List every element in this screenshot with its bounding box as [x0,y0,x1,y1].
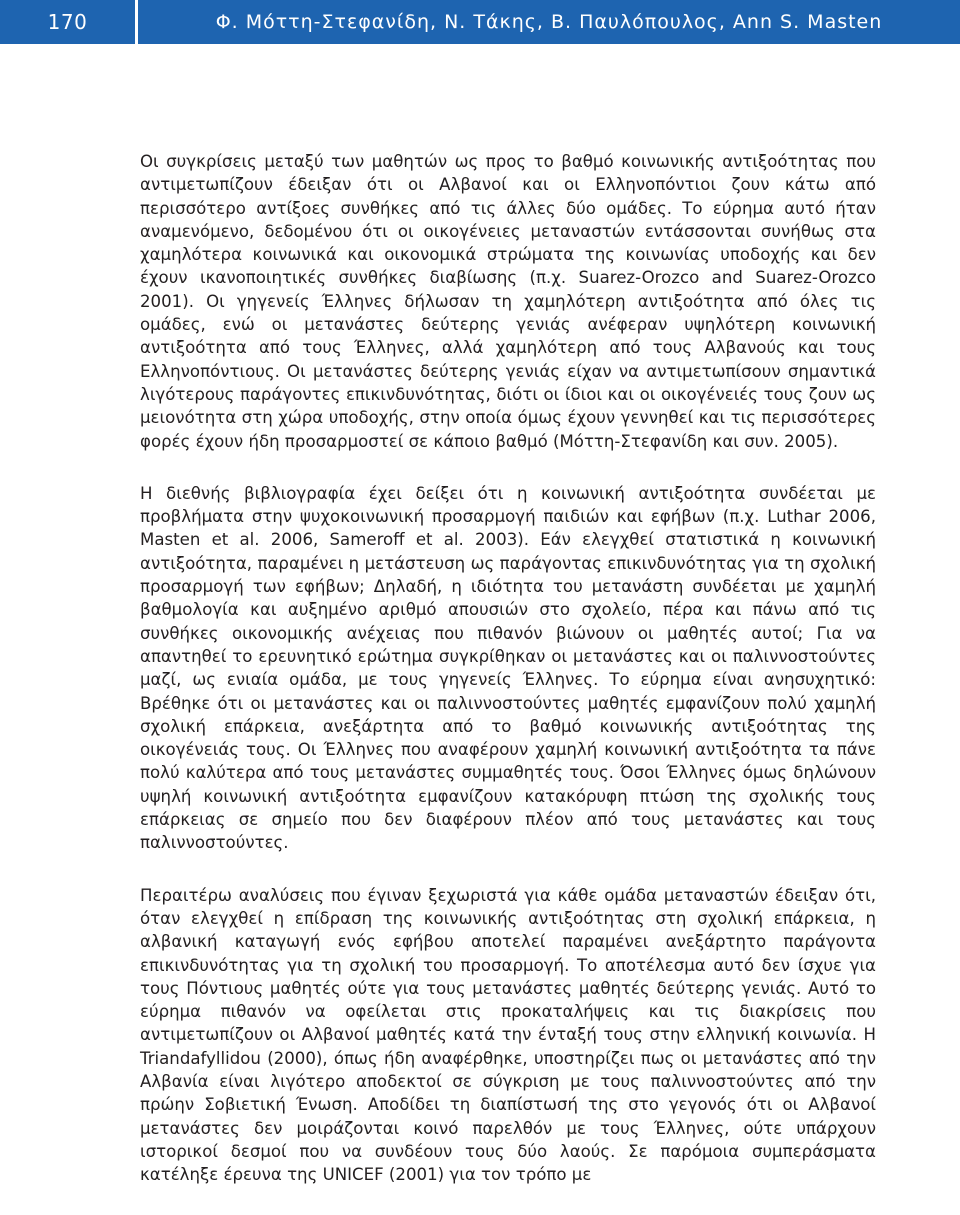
paragraph-2: Η διεθνής βιβλιογραφία έχει δείξει ότι η κοινωνική αντιξοότητα συνδέεται με προβλήματα στην ψυχοκοινωνική προσαρμογή παιδιών και εφήβων (π.χ. Luthar 2006, Masten et al. 2006, Sameroff et al. 2003). Εάν ελεγχθεί στατιστικά η κοινωνική αντιξοότητα, παραμένει η μετάστευση ως παράγοντας επικινδυνότητας για τη σχολική προσαρμογή των εφήβων; Δηλαδή, η ιδιότητα του μετανάστη συνδέεται με χαμηλή βαθμολογία και αυξημένο αριθμό απουσιών στο σχολείο, πέρα και πάνω από τις συνθήκες οικονομικής ανέχειας που πιθανόν βιώνουν οι μαθητές αυτοί; Για να απαντηθεί το ερευνητικό ερώτημα συγκρίθηκαν οι μετανάστες και οι παλιννοστούντες μαζί, ως ενιαία ομάδα, με τους γηγενείς Έλληνες. Το εύρημα είναι ανησυχητικό: Βρέθηκε ότι οι μετανάστες και οι παλιννοστούντες μαθητές εμφανίζουν πολύ χαμηλή σχολική επάρκεια, ανεξάρτητα από το βαθμό κοινωνικής αντιξοότητας της οικογένειάς τους. Οι Έλληνες που αναφέρουν χαμηλή κοινωνική αντιξοότητα τα πάνε πολύ καλύτερα από τους μετανάστες συμμαθητές τους. Όσοι Έλληνες όμως δηλώνουν υψηλή κοινωνική αντιξοότητα εμφανίζουν κατακόρυφη πτώση της σχολικής τους επάρκειας σε σημείο που δεν διαφέρουν πλέον από τους μετανάστες και τους παλιννοστούντες. [140,483,876,853]
running-header-bar [0,0,960,44]
body-text [140,150,876,1215]
running-head-authors: Φ. Μόττη-Στεφανίδη, Ν. Τάκης, Β. Παυλόπουλος, Ann S. Masten [215,11,883,33]
paragraph-3: Περαιτέρω αναλύσεις που έγιναν ξεχωριστά για κάθε ομάδα μεταναστών έδειξαν ότι, όταν ελεγχθεί η επίδραση της κοινωνικής αντιξοότητας στη σχολική επάρκεια, η αλβανική καταγωγή ενός εφήβου αποτελεί παραμένει ανεξάρτητο παράγοντα επικινδυνότητας για τη σχολική του προσαρμογή. Το αποτέλεσμα αυτό δεν ίσχυε για τους Πόντιους μαθητές ούτε για τους μετανάστες μαθητές δεύτερης γενιάς. Αυτό το εύρημα πιθανόν να οφείλεται στις προκαταλήψεις και τις διακρίσεις που αντιμετωπίζουν οι Αλβανοί μαθητές κατά την ένταξή τους στην ελληνική κοινωνία. Η Triandafyllidou (2000), όπως ήδη αναφέρθηκε, υποστηρίζει πως οι μετανάστες από την Αλβανία είναι λιγότερο αποδεκτοί σε σύγκριση με τους παλιννοστούντες από την πρώην Σοβιετική Ένωση. Αποδίδει τη διαπίστωσή της στο γεγονός ότι οι Αλβανοί μετανάστες δεν μοιράζονται κοινό παρελθόν με τους Έλληνες, ούτε υπάρχουν ιστορικοί δεσμοί που να συνδέουν τους δύο λαούς. Σε παρόμοια συμπεράσματα κατέληξε έρευνα της UNICEF (2001) για τον τρόπο με [140,885,876,1185]
paragraph-1: Οι συγκρίσεις μεταξύ των μαθητών ως προς το βαθμό κοινωνικής αντιξοότητας που αντιμετωπίζουν έδειξαν ότι οι Αλβανοί και οι Ελληνοπόντιοι ζουν κάτω από περισσότερο αντίξοες συνθήκες από τις άλλες δύο ομάδες. Το εύρημα αυτό ήταν αναμενόμενο, δεδομένου ότι οι οικογένειες μεταναστών εντάσσονται συνήθως στα χαμηλότερα κοινωνικά και οικονομικά στρώματα της κοινωνίας υποδοχής και δεν έχουν ικανοποιητικές συνθήκες διαβίωσης (π.χ. Suarez-Orozco and Suarez-Orozco 2001). Οι γηγενείς Έλληνες δήλωσαν τη χαμηλότερη αντιξοότητα από όλες τις ομάδες, ενώ οι μετανάστες δεύτερης γενιάς ανέφεραν υψηλότερη κοινωνική αντιξοότητα από τους Έλληνες, αλλά χαμηλότερη από τους Αλβανούς και τους Ελληνοπόντιους. Οι μετανάστες δεύτερης γενιάς είχαν να αντιμετωπίσουν σημαντικά λιγότερους παράγοντες επικινδυνότητας, διότι οι ίδιοι και οι οικογένειές τους ζουν ως μειονότητα στη χώρα υποδοχής, στην οποία όμως έχουν γεννηθεί και τις περισσότερες φορές έχουν ήδη προσαρμοστεί σε κάποιο βαθμό (Μόττη-Στεφανίδη και συν. 2005). [140,152,876,451]
page-number: 170 [47,10,88,34]
